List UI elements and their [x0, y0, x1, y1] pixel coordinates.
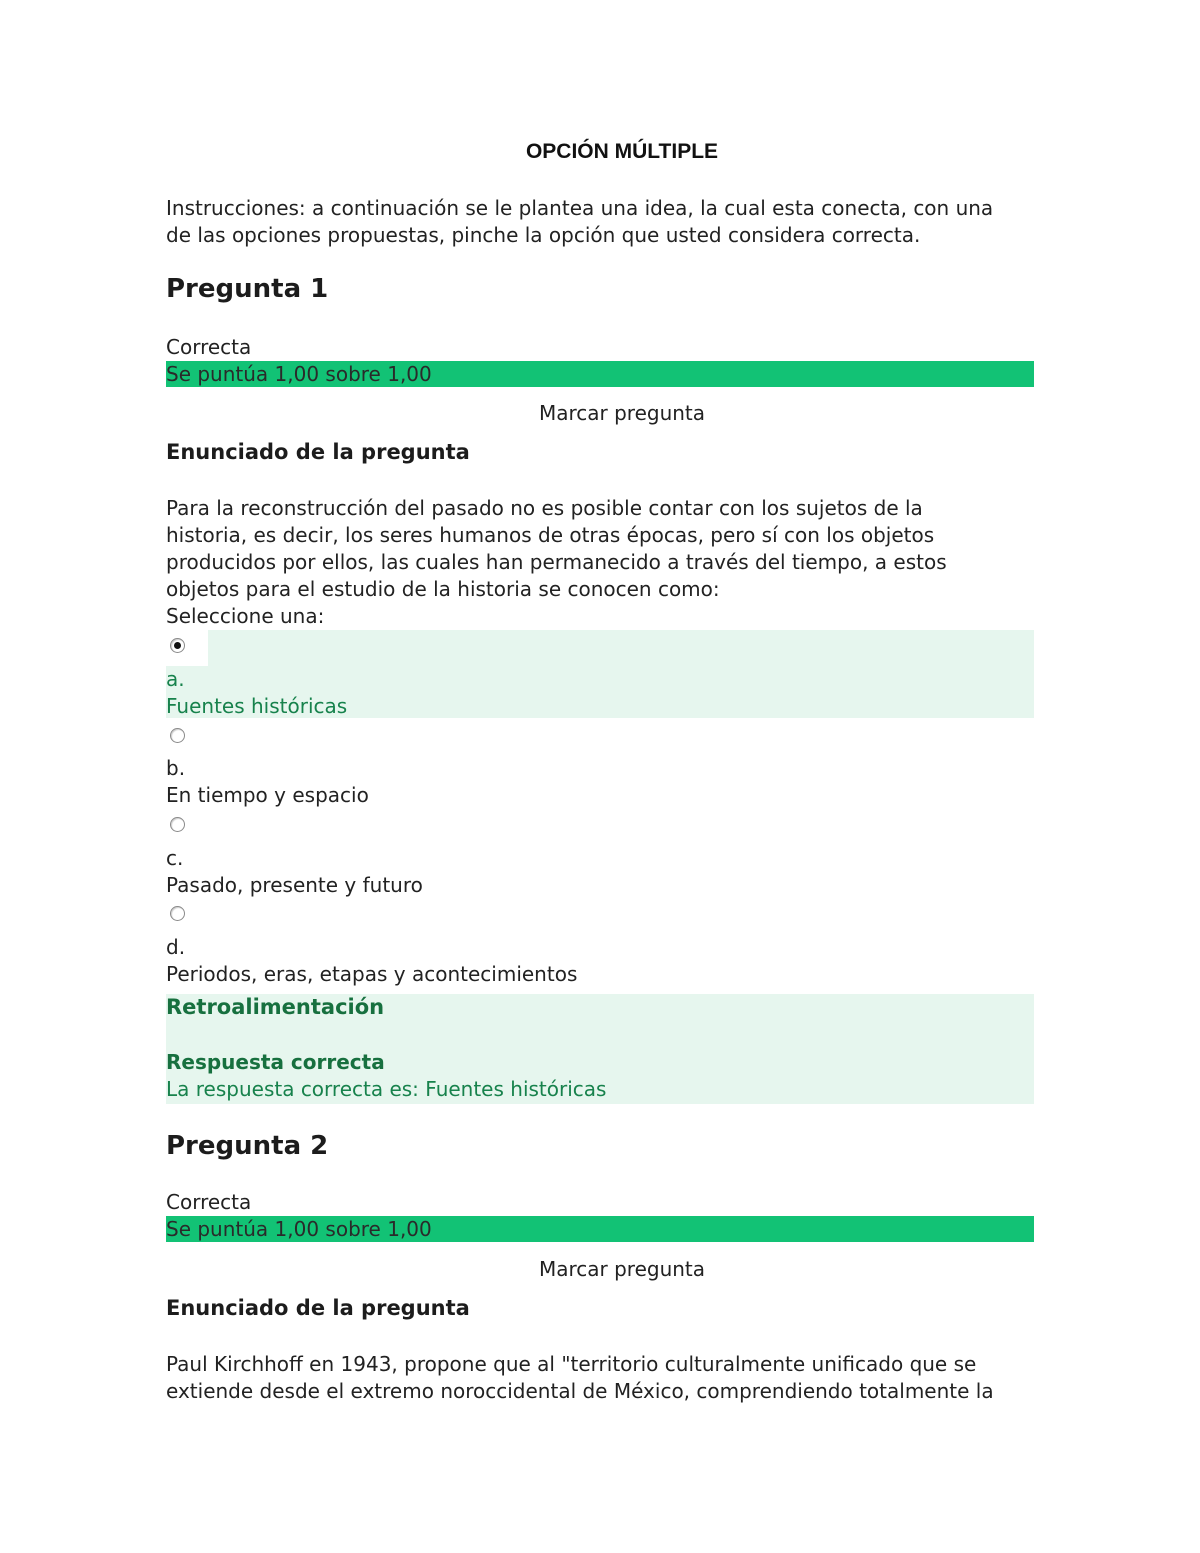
option-d-text[interactable]: Periodos, eras, etapas y acontecimientos: [166, 962, 578, 986]
feedback-title: Retroalimentación: [166, 995, 385, 1019]
option-a-radio[interactable]: [170, 638, 185, 653]
question-1-state: Correcta: [166, 335, 252, 359]
option-b-letter: b.: [166, 756, 186, 780]
flag-question-2-link[interactable]: Marcar pregunta: [538, 1257, 706, 1281]
instructions-line: Instrucciones: a continuación se le plantea una idea, la cual esta conecta, con una: [166, 196, 994, 220]
option-c-letter: c.: [166, 846, 184, 870]
option-a-letter: a.: [166, 667, 185, 691]
page-title: OPCIÓN MÚLTIPLE: [525, 140, 719, 163]
option-d-radio[interactable]: [170, 906, 185, 921]
option-b-text[interactable]: En tiempo y espacio: [166, 783, 369, 807]
instructions-line: de las opciones propuestas, pinche la opción que usted considera correcta.: [166, 223, 921, 247]
select-one-prompt: Seleccione una:: [166, 604, 325, 628]
statement-line: Para la reconstrucción del pasado no es posible contar con los sujetos de la: [166, 496, 923, 520]
option-c-text[interactable]: Pasado, presente y futuro: [166, 873, 423, 897]
question-1-grade: Se puntúa 1,00 sobre 1,00: [166, 361, 1034, 387]
question-1-statement: [166, 495, 996, 603]
flag-question-1-link[interactable]: Marcar pregunta: [538, 401, 706, 425]
option-c-radio[interactable]: [170, 817, 185, 832]
question-1-heading: Pregunta 1: [166, 274, 329, 304]
statement-line: producidos por ellos, las cuales han permanecido a través del tiempo, a estos: [166, 550, 947, 574]
feedback-result: Respuesta correcta: [166, 1050, 385, 1074]
question-2-statement: [166, 1351, 1034, 1405]
question-2-grade: Se puntúa 1,00 sobre 1,00: [166, 1216, 1034, 1242]
instructions: [166, 195, 1036, 249]
question-2-state: Correcta: [166, 1190, 252, 1214]
option-d-letter: d.: [166, 935, 186, 959]
question-1-statement-heading: Enunciado de la pregunta: [166, 440, 470, 464]
question-2-heading: Pregunta 2: [166, 1131, 329, 1161]
statement-line: historia, es decir, los seres humanos de otras épocas, pero sí con los objetos: [166, 523, 935, 547]
feedback-answer: La respuesta correcta es: Fuentes históricas: [166, 1077, 607, 1101]
statement-line: objetos para el estudio de la historia se conocen como:: [166, 577, 720, 601]
statement-line: extiende desde el extremo noroccidental de México, comprendiendo totalmente la: [166, 1379, 994, 1403]
option-b-radio[interactable]: [170, 728, 185, 743]
question-2-statement-heading: Enunciado de la pregunta: [166, 1296, 470, 1320]
statement-line: Paul Kirchhoff en 1943, propone que al "territorio culturalmente unificado que se: [166, 1352, 977, 1376]
option-a-text[interactable]: Fuentes históricas: [166, 694, 348, 718]
